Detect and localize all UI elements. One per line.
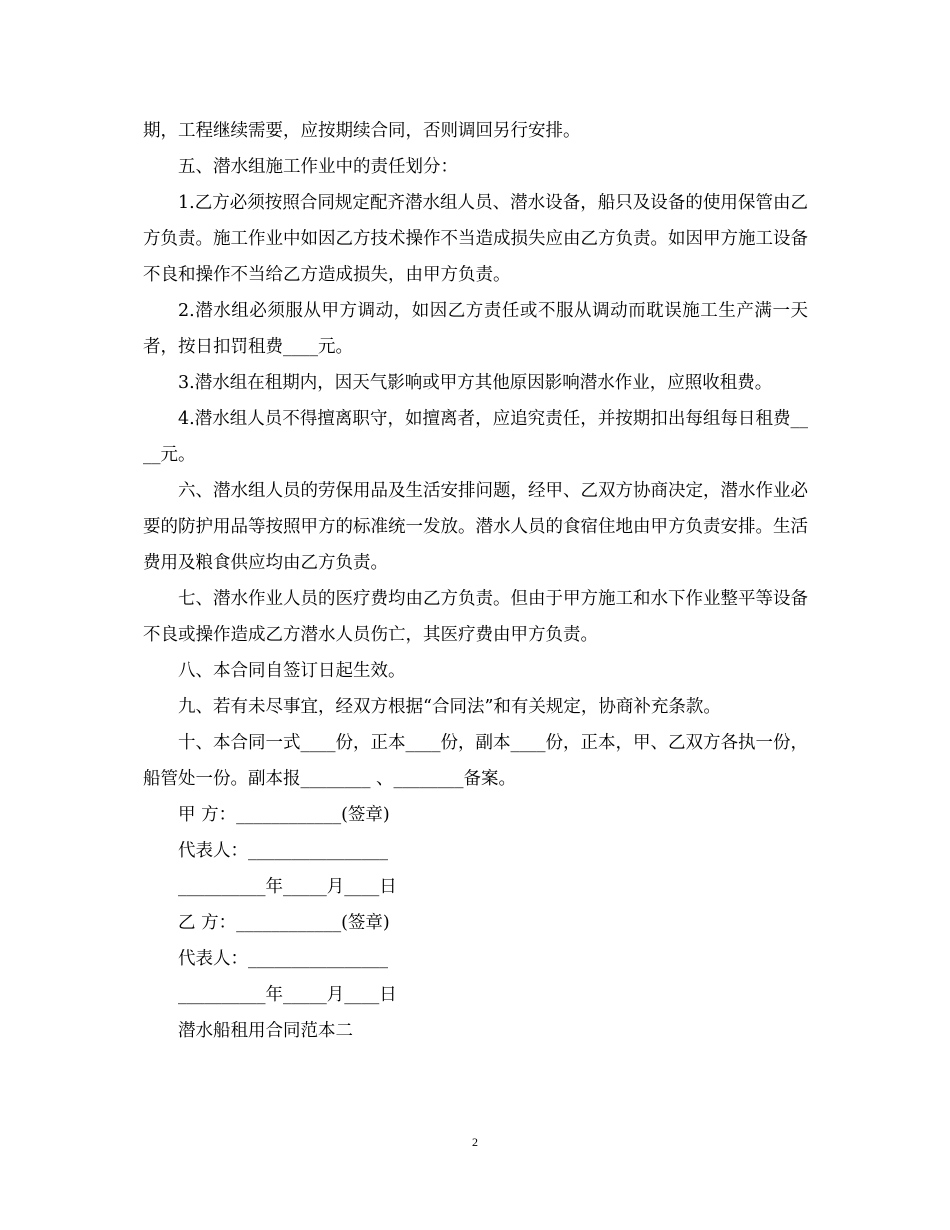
signature-block: [143, 797, 808, 1049]
document-body: [143, 113, 808, 1049]
clause-5-2: 2.潜水组必须服从甲方调动，如因乙方责任或不服从调动而耽误施工生产满一天者，按日扣罚租费____元。: [143, 301, 808, 357]
next-template-title: 潜水船租用合同范本二: [178, 1021, 353, 1041]
section-five-heading: 五、潜水组施工作业中的责任划分：: [178, 157, 458, 177]
party-a-line: 甲 方：____________(签章): [178, 805, 390, 825]
section-seven: 七、潜水作业人员的医疗费均由乙方负责。但由于甲方施工和水下作业整平等设备不良或操作造成乙方潜水人员伤亡，其医疗费由甲方负责。: [143, 589, 808, 645]
section-eight: 八、本合同自签订日起生效。: [178, 661, 406, 681]
clause-5-3: 3.潜水组在租期内，因天气影响或甲方其他原因影响潜水作业，应照收租费。: [178, 373, 773, 393]
clause-5-1: 1.乙方必须按照合同规定配齐潜水组人员、潜水设备，船只及设备的使用保管由乙方负责。施工作业中如因乙方技术操作不当造成损失应由乙方负责。如因甲方施工设备不良和操作不当给乙方造成损失，由甲方负责。: [143, 193, 808, 285]
section-six: 六、潜水组人员的劳保用品及生活安排问题，经甲、乙双方协商决定，潜水作业必要的防护用品等按照甲方的标准统一发放。潜水人员的食宿住地由甲方负责安排。生活费用及粮食供应均由乙方负责。: [143, 481, 808, 573]
section-nine: 九、若有未尽事宜，经双方根据“合同法”和有关规定，协商补充条款。: [178, 697, 721, 717]
party-b-line: 乙 方：____________(签章): [178, 913, 390, 933]
party-b-date: __________年_____月____日: [178, 985, 397, 1005]
section-ten: 十、本合同一式____份，正本____份，副本____份，正本，甲、乙双方各执一份，船管处一份。副本报________ 、________备案。: [143, 733, 808, 789]
paragraph-continuation: 期，工程继续需要，应按期续合同，否则调回另行安排。: [143, 121, 581, 141]
party-a-representative: 代表人：________________: [178, 841, 388, 861]
page-number: 2: [472, 1135, 478, 1149]
party-b-representative: 代表人：________________: [178, 949, 388, 969]
party-a-date: __________年_____月____日: [178, 877, 397, 897]
clause-5-4: 4.潜水组人员不得擅离职守，如擅离者，应追究责任，并按期扣出每组每日租费____元。: [143, 409, 808, 465]
